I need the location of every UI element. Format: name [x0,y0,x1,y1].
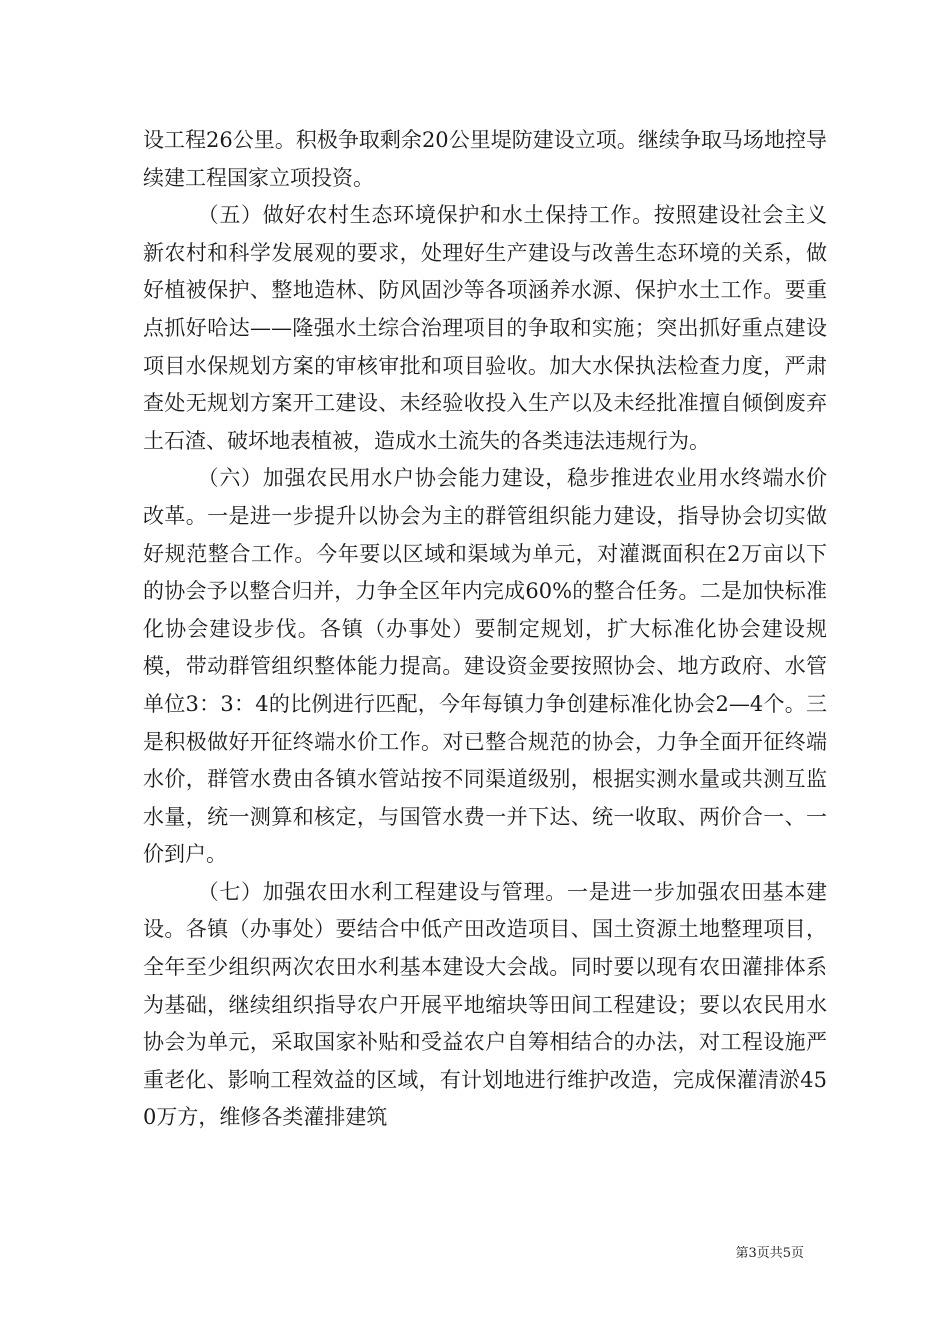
paragraph-section-7: （七）加强农田水利工程建设与管理。一是进一步加强农田基本建设。各镇（办事处）要结合中低产田改造项目、国土资源土地整理项目，全年至少组织两次农田水利基本建设大会战。同时要以现有农田灌排体系为基础，继续组织指导农户开展平地缩块等田间工程建设；要以农民用水协会为单元，采取国家补贴和受益农户自筹相结合的办法，对工程设施严重老化、影响工程效益的区域，有计划地进行维护改造，完成保灌清淤450万方，维修各类灌排建筑 [143,879,827,1130]
paragraph-section-5: （五）做好农村生态环境保护和水土保持工作。按照建设社会主义新农村和科学发展观的要求，处理好生产建设与改善生态环境的关系，做好植被保护、整地造林、防风固沙等各项涵养水源、保护水土工作。要重点抓好哈达——隆强水土综合治理项目的争取和实施；突出抓好重点建设项目水保规划方案的审核审批和项目验收。加大水保执法检查力度，严肃查处无规划方案开工建设、未经验收投入生产以及未经批准擅自倾倒废弃土石渣、破坏地表植被，造成水土流失的各类违法违规行为。 [143,203,827,453]
page-number: 第3页共5页 [735,1246,804,1261]
document-body [143,122,827,1137]
paragraph-section-6: （六）加强农民用水户协会能力建设，稳步推进农业用水终端水价改革。一是进一步提升以协会为主的群管组织能力建设，指导协会切实做好规范整合工作。今年要以区域和渠域为单元，对灌溉面积在2万亩以下的协会予以整合归并，力争全区年内完成60%的整合任务。二是加快标准化协会建设步伐。各镇（办事处）要制定规划，扩大标准化协会建设规模，带动群管组织整体能力提高。建设资金要按照协会、地方政府、水管单位3：3：4的比例进行匹配，今年每镇力争创建标准化协会2—4个。三是积极做好开征终端水价工作。对已整合规范的协会，力争全面开征终端水价，群管水费由各镇水管站按不同渠道级别，根据实测水量或共测互监水量，统一测算和核定，与国管水费一并下达、统一收取、两价合一、一价到户。 [143,466,827,867]
paragraph-continuation: 设工程26公里。积极争取剩余20公里堤防建设立项。继续争取马场地控导续建工程国家立项投资。 [143,128,827,190]
